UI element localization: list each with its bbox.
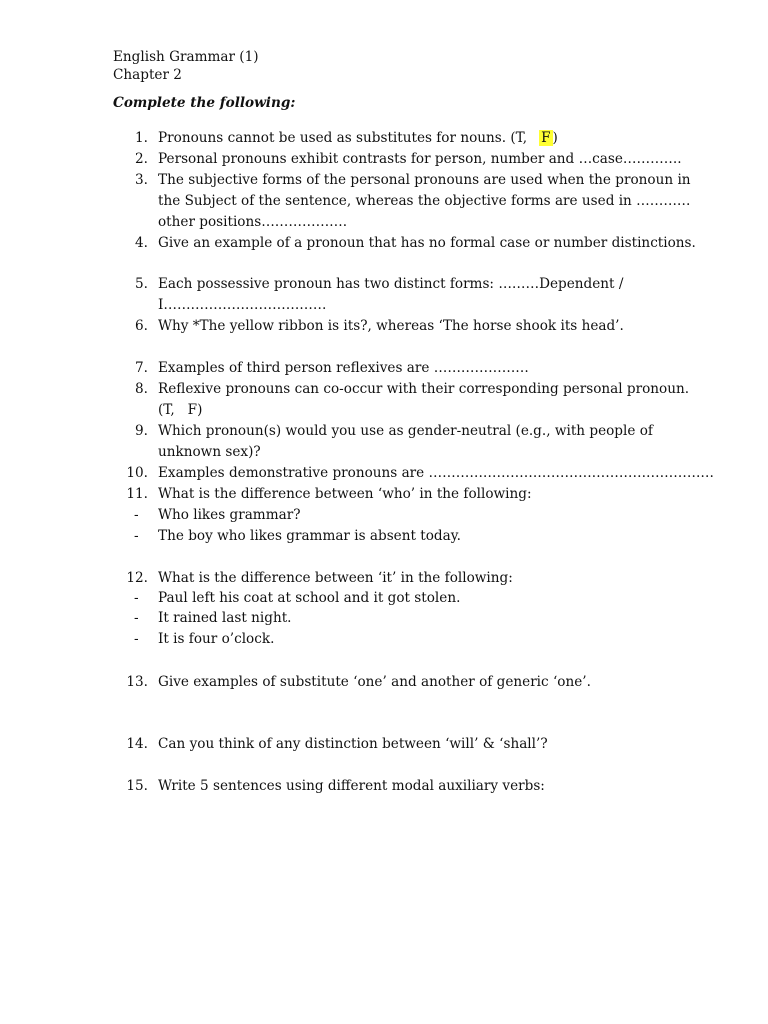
dash-bullet: -	[134, 631, 139, 647]
question-text: I………………………………	[158, 297, 327, 313]
question-text: Which pronoun(s) would you use as gender-neutral (e.g., with people of	[158, 423, 653, 439]
question-text: What is the difference between ‘who’ in the following:	[158, 486, 532, 502]
question-number: 8.	[135, 381, 148, 397]
question-number: 13.	[126, 674, 148, 690]
question-text: unknown sex)?	[158, 444, 261, 460]
question-number: 6.	[135, 318, 148, 334]
sub-item-text: The boy who likes grammar is absent today.	[158, 528, 461, 544]
question-text: What is the difference between ‘it’ in the following:	[158, 570, 513, 586]
question-text: Each possessive pronoun has two distinct forms: ………Dependent /	[158, 276, 624, 292]
question-text: Examples of third person reflexives are …………………	[158, 360, 529, 376]
question-list	[113, 0, 733, 1024]
question-number: 2.	[135, 151, 148, 167]
question-number: 5.	[135, 276, 148, 292]
question-number: 10.	[126, 465, 148, 481]
question-number: 3.	[135, 172, 148, 188]
instruction-heading: Complete the following:	[113, 95, 296, 111]
course-title: English Grammar (1)	[113, 49, 259, 65]
question-number: 1.	[135, 130, 148, 146]
question-text: Examples demonstrative pronouns are ………………………………………………………	[158, 465, 715, 481]
sub-item-text: It is four o’clock.	[158, 631, 275, 647]
highlighted-answer: F	[541, 130, 551, 146]
question-number: 4.	[135, 235, 148, 251]
sub-item-text: Who likes grammar?	[158, 507, 301, 523]
dash-bullet: -	[134, 528, 139, 544]
question-text-end: )	[552, 130, 558, 146]
dash-bullet: -	[134, 507, 139, 523]
chapter-label: Chapter 2	[113, 67, 182, 83]
question-text: Pronouns cannot be used as substitutes for nouns. (T,	[158, 130, 528, 146]
question-text: Give an example of a pronoun that has no formal case or number distinctions.	[158, 235, 696, 251]
dash-bullet: -	[134, 590, 139, 606]
question-text: Write 5 sentences using different modal auxiliary verbs:	[158, 778, 545, 794]
question-number: 9.	[135, 423, 148, 439]
question-number: 14.	[126, 736, 148, 752]
question-text: Reflexive pronouns can co-occur with their corresponding personal pronoun.	[158, 381, 690, 397]
question-number: 7.	[135, 360, 148, 376]
sub-item-text: Paul left his coat at school and it got stolen.	[158, 590, 461, 606]
question-text: other positions……………….	[158, 214, 348, 230]
sub-item-text: It rained last night.	[158, 610, 292, 626]
question-text: Can you think of any distinction between ‘will’ & ‘shall’?	[158, 736, 548, 752]
question-text: Give examples of substitute ‘one’ and another of generic ‘one’.	[158, 674, 591, 690]
question-number: 15.	[126, 778, 148, 794]
question-number: 12.	[126, 570, 148, 586]
question-number: 11.	[126, 486, 148, 502]
question-text: (T, F)	[158, 402, 203, 418]
question-text: the Subject of the sentence, whereas the objective forms are used in …………	[158, 193, 691, 209]
question-text: Personal pronouns exhibit contrasts for person, number and …case………….	[158, 151, 682, 167]
dash-bullet: -	[134, 610, 139, 626]
question-text: Why *The yellow ribbon is its?, whereas ‘The horse shook its head’.	[158, 318, 624, 334]
question-text: The subjective forms of the personal pronouns are used when the pronoun in	[158, 172, 691, 188]
